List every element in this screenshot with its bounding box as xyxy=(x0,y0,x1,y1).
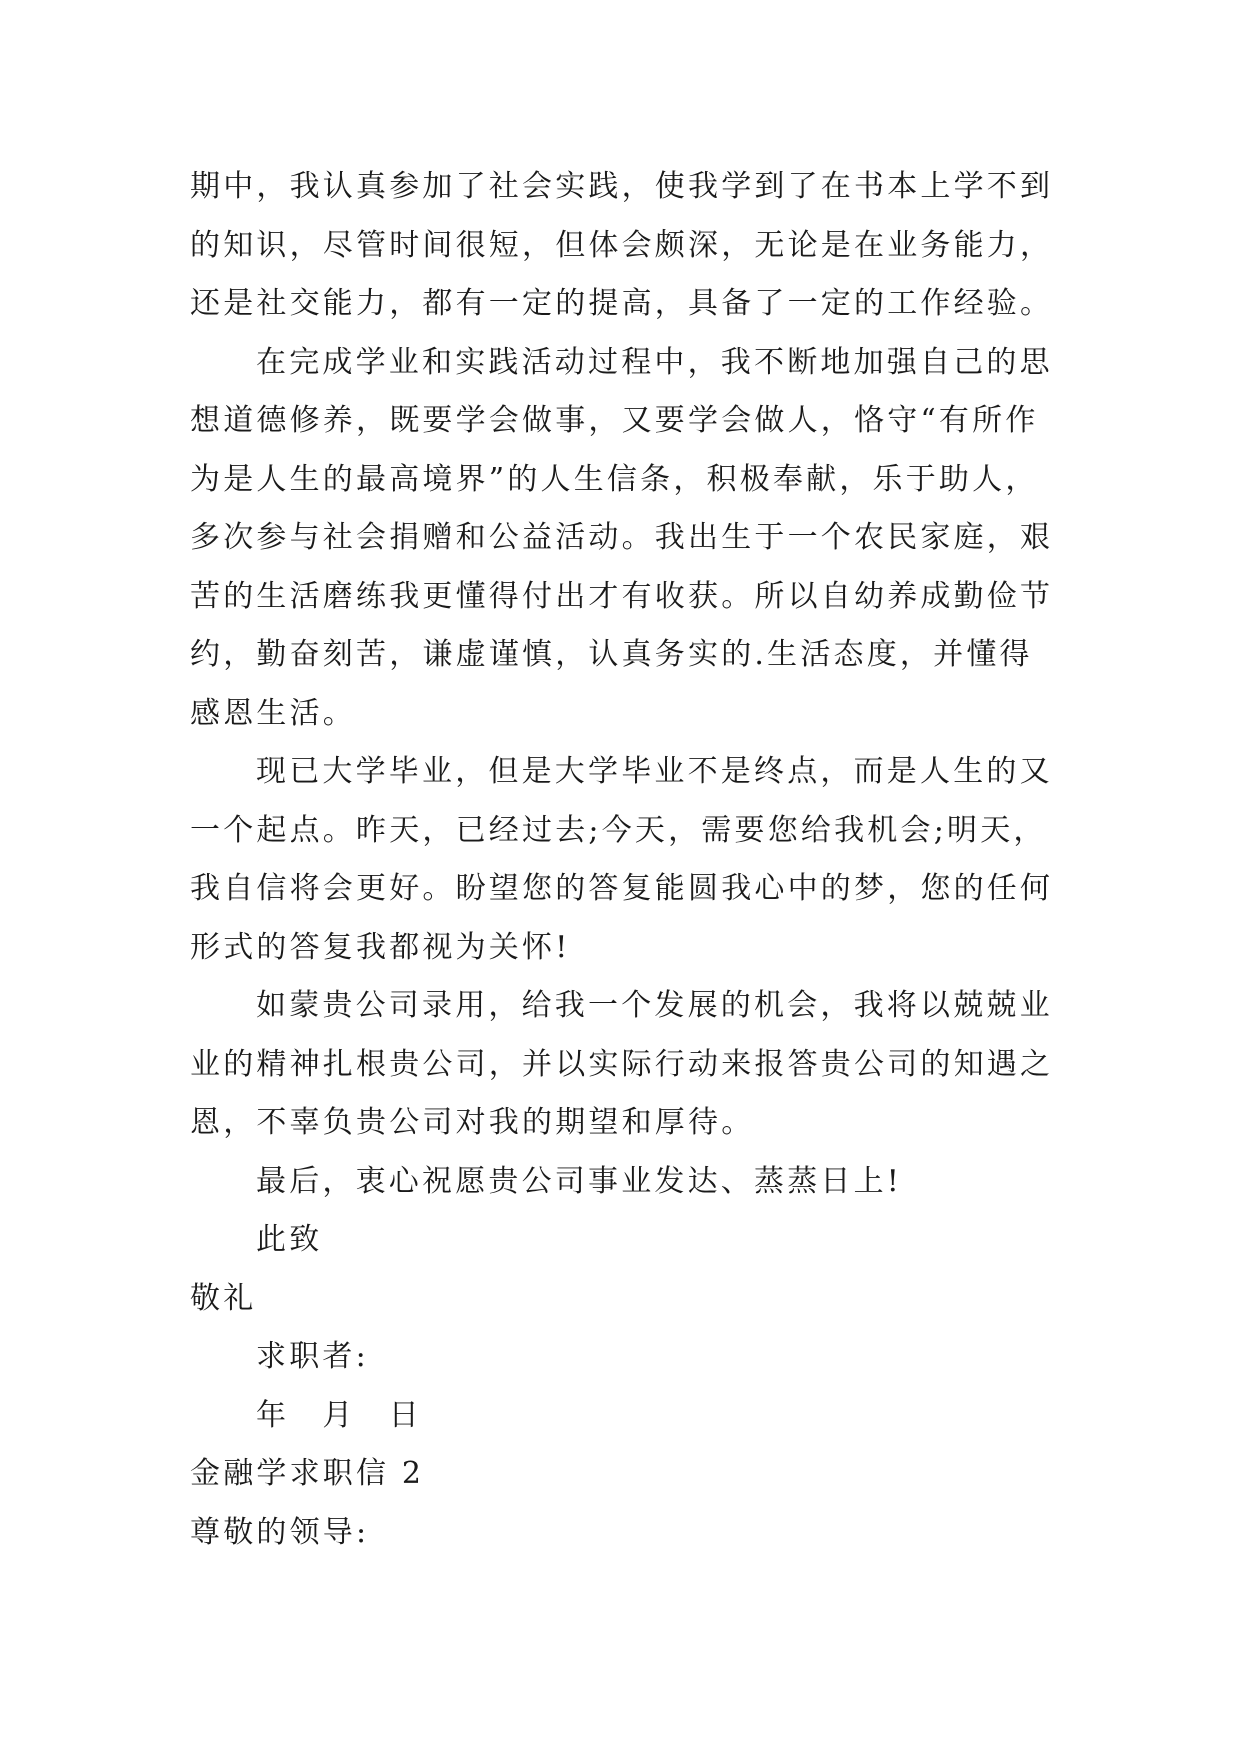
letter-body xyxy=(190,158,1070,1562)
text-line: 期中，我认真参加了社会实践，使我学到了在书本上学不到 xyxy=(190,169,1054,204)
salutation-respect: 敬礼 xyxy=(190,1280,257,1316)
text-line: 一个起点。昨天，已经过去;今天，需要您给我机会;明天， xyxy=(190,812,1047,848)
section-title: 金融学求职信 2 xyxy=(190,1456,425,1491)
date-line: 年 月 日 xyxy=(256,1397,422,1433)
text-line: 多次参与社会捐赠和公益活动。我出生于一个农民家庭，艰 xyxy=(190,520,1054,555)
salutation-close: 此致 xyxy=(256,1222,323,1257)
signature-label: 求职者: xyxy=(256,1339,369,1374)
text-line: 形式的答复我都视为关怀! xyxy=(190,929,571,965)
text-line: 想道德修养，既要学会做事，又要学会做人，恪守“有所作 xyxy=(190,403,1039,438)
text-line: 感恩生活。 xyxy=(190,695,356,731)
text-line: 我自信将会更好。盼望您的答复能圆我心中的梦，您的任何 xyxy=(190,871,1054,906)
paragraph-start-line: 在完成学业和实践活动过程中，我不断地加强自己的思 xyxy=(256,344,1053,380)
text-line: 约，勤奋刻苦，谦虚谨慎，认真务实的.生活态度，并懂得 xyxy=(190,637,1033,672)
text-line: 还是社交能力，都有一定的提高，具备了一定的工作经验。 xyxy=(190,286,1054,321)
text-line: 业的精神扎根贵公司，并以实际行动来报答贵公司的知遇之 xyxy=(190,1046,1054,1082)
paragraph-start-line: 如蒙贵公司录用，给我一个发展的机会，我将以兢兢业 xyxy=(256,988,1053,1023)
text-line: 为是人生的最高境界”的人生信条，积极奉献，乐于助人， xyxy=(190,461,1039,497)
closing-wish: 最后，衷心祝愿贵公司事业发达、蒸蒸日上! xyxy=(256,1163,903,1199)
text-line: 苦的生活磨练我更懂得付出才有收获。所以自幼养成勤俭节 xyxy=(190,578,1054,614)
text-line: 恩，不辜负贵公司对我的期望和厚待。 xyxy=(190,1105,755,1140)
greeting-line: 尊敬的领导: xyxy=(190,1514,370,1550)
text-line: 的知识，尽管时间很短，但体会颇深，无论是在业务能力， xyxy=(190,227,1054,263)
paragraph-start-line: 现已大学毕业，但是大学毕业不是终点，而是人生的又 xyxy=(256,754,1053,789)
